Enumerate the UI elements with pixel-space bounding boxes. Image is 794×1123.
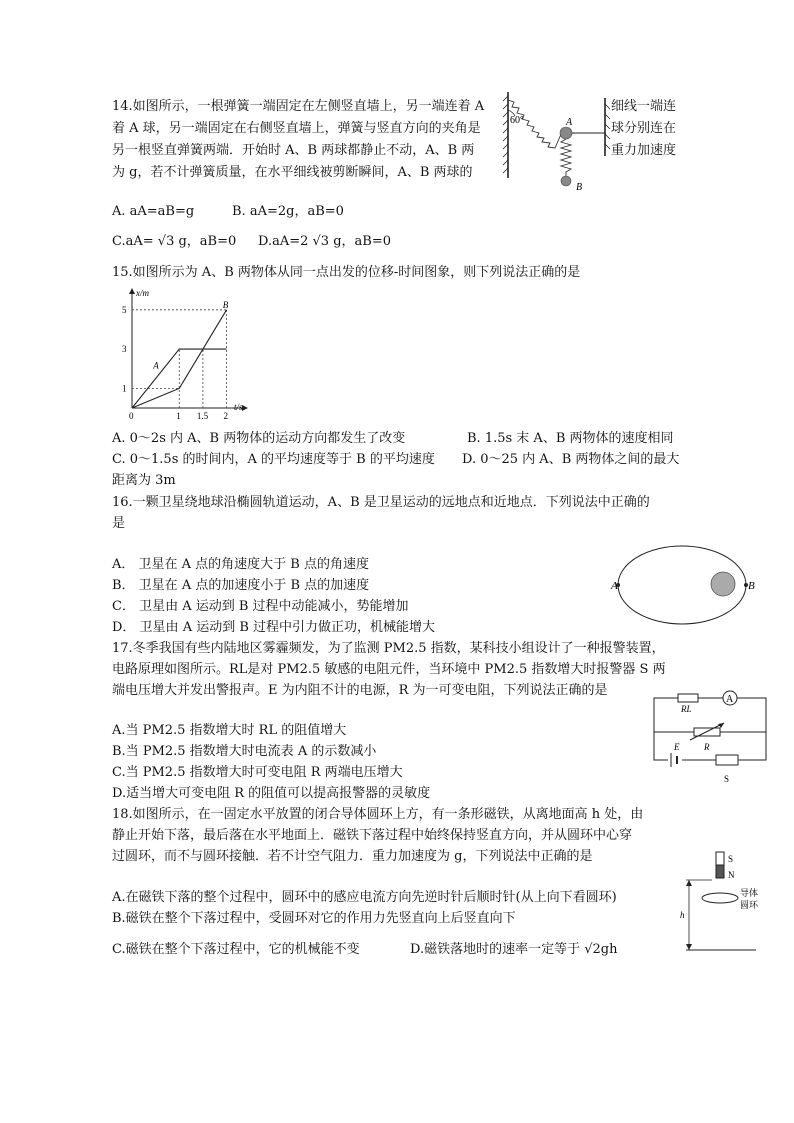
q17-stem-line-1: 17.冬季我国有些内陆地区雾霾频发，为了监测 PM2.5 指数，某科技小组设计了一种报警装置， — [112, 641, 665, 656]
q18-magnet-n-label: N — [728, 870, 735, 880]
q14-angle-label: 60° — [510, 115, 524, 126]
x-axis-label: t/s — [234, 402, 243, 412]
x-axis-arrow — [242, 405, 248, 411]
q17-option-a: A.当 PM2.5 指数增大时 RL 的阻值增大 — [112, 723, 347, 738]
q14-stem-line-2: 着 A 球，另一端固定在右侧竖直墙上，弹簧与竖直方向的夹角是 — [112, 121, 481, 136]
q15-option-c: C. 0～1.5s 的时间内，A 的平均速度等于 B 的平均速度 — [112, 452, 435, 467]
q18-stem-line-3: 过圆环，而不与圆环接触．若不计空气阻力．重力加速度为 g，下列说法中正确的是 — [112, 849, 593, 864]
q14-right-line-3: 重力加速度 — [611, 143, 677, 158]
y-axis-label: x/m — [136, 288, 149, 298]
q14-option-b: B. aA=2g，aB=0 — [232, 204, 344, 219]
q14-right-line-2: 球分别连在 — [611, 121, 677, 136]
q17-rl-label: RL — [681, 704, 692, 714]
q15-option-a: A. 0～2s 内 A、B 两物体的运动方向都发生了改变 — [112, 431, 406, 446]
q16-option-d: D． 卫星由 A 运动到 B 过程中引力做正功，机械能增大 — [112, 620, 436, 635]
q18-ring-label-2: 圆环 — [740, 900, 759, 910]
q18-height-label: h — [680, 910, 685, 920]
q14-option-a: A. aA=aB=g — [112, 204, 195, 219]
q15-option-d-line-1: D. 0～25 内 A、B 两物体之间的最大 — [462, 452, 680, 467]
q18-magnet-s-label: S — [728, 854, 734, 864]
q14-option-c: C.aA= √3 g，aB=0 — [112, 234, 237, 249]
q16-option-a: A． 卫星在 A 点的角速度大于 B 点的角速度 — [112, 557, 369, 572]
y-tick-label: 3 — [122, 344, 127, 355]
q18-stem-line-1: 18.如图所示，在一固定水平放置的闭合导体圆环上方，有一条形磁铁，从离地面高 h 处，由 — [112, 807, 644, 822]
q16-orbit-figure — [612, 540, 762, 630]
q18-option-c: C.磁铁在整个下落过程中，它的机械能不变 — [112, 942, 360, 957]
q15-option-d-line-2: 距离为 3m — [112, 473, 176, 488]
q14-stem-line-3: 另一根竖直弹簧两端．开始时 A、B 两球都静止不动，A、B 两 — [112, 143, 475, 158]
q18-ring-label-1: 导体 — [740, 888, 759, 898]
q16-option-c: C． 卫星由 A 运动到 B 过程中动能减小，势能增加 — [112, 599, 409, 614]
q14-stem-line-4: 为 g，若不计弹簧质量，在水平细线被剪断瞬间，A、B 两球的 — [112, 165, 473, 180]
q17-stem-line-3: 端电压增大并发出警报声。E 为内阻不计的电源，R 为一可变电阻，下列说法正确的是 — [112, 683, 608, 698]
x-tick-label: 1.5 — [196, 411, 209, 421]
q16-option-b: B． 卫星在 A 点的加速度小于 B 点的加速度 — [112, 578, 370, 593]
q15-xt-chart — [112, 284, 252, 424]
q17-option-d: D.适当增大可变电阻 R 的阻值可以提高报警器的灵敏度 — [112, 786, 431, 801]
q14-ball-a-label: A — [566, 117, 573, 128]
q17-circuit-figure — [648, 688, 772, 790]
x-tick-label: 0 — [129, 411, 134, 421]
q18-magnet-figure — [676, 850, 772, 956]
series-label-b: B — [222, 299, 229, 310]
q14-right-line-1: 细线一端连 — [611, 99, 677, 114]
q16-point-b-label: B — [748, 580, 755, 592]
q17-option-c: C.当 PM2.5 指数增大时可变电阻 R 两端电压增大 — [112, 765, 403, 780]
y-tick-label: 5 — [122, 304, 127, 315]
q18-option-a: A.在磁铁下落的整个过程中，圆环中的感应电流方向先逆时针后顺时针(从上向下看圆环) — [112, 890, 617, 905]
q15-stem: 15.如图所示为 A、B 两物体从同一点出发的位移-时间图象，则下列说法正确的是 — [112, 265, 581, 280]
series-label-a: A — [153, 360, 159, 371]
q16-point-a-label: A — [611, 580, 618, 592]
q14-stem-line-1: 14.如图所示，一根弹簧一端固定在左侧竖直墙上，另一端连着 A — [112, 99, 485, 114]
x-tick-label: 2 — [223, 411, 229, 421]
q16-stem-line-1: 16.一颗卫星绕地球沿椭圆轨道运动，A、B 是卫星运动的远地点和近地点．下列说法中正确的 — [112, 495, 650, 510]
q17-e-label: E — [674, 742, 680, 752]
y-tick-label: 1 — [122, 383, 127, 394]
q14-spring-figure — [500, 88, 610, 192]
q17-ammeter-label: A — [726, 694, 734, 705]
q17-stem-line-2: 电路原理如图所示。RL是对 PM2.5 敏感的电阻元件，当环境中 PM2.5 指数增大时报警器 S 两 — [112, 662, 666, 677]
q18-option-d: D.磁铁落地时的速率一定等于 √2gh — [410, 942, 618, 957]
q18-option-b: B.磁铁在整个下落过程中，受圆环对它的作用力先竖直向上后竖直向下 — [112, 911, 516, 926]
q14-right-wall — [603, 96, 611, 158]
y-axis-arrow — [129, 288, 135, 294]
q14-ball-b-label: B — [576, 182, 583, 193]
x-tick-label: 1 — [176, 411, 181, 421]
q17-option-b: B.当 PM2.5 指数增大时电流表 A 的示数减小 — [112, 744, 377, 759]
q17-s-label: S — [724, 774, 730, 784]
q18-stem-line-2: 静止开始下落，最后落在水平地面上．磁铁下落过程中始终保持竖直方向，并从圆环中心穿 — [112, 828, 633, 843]
q17-r-label: R — [704, 742, 710, 752]
q15-option-b: B. 1.5s 末 A、B 两物体的速度相同 — [467, 431, 674, 446]
q16-stem-line-2: 是 — [112, 516, 126, 531]
q14-option-d: D.aA=2 √3 g，aB=0 — [258, 234, 392, 249]
